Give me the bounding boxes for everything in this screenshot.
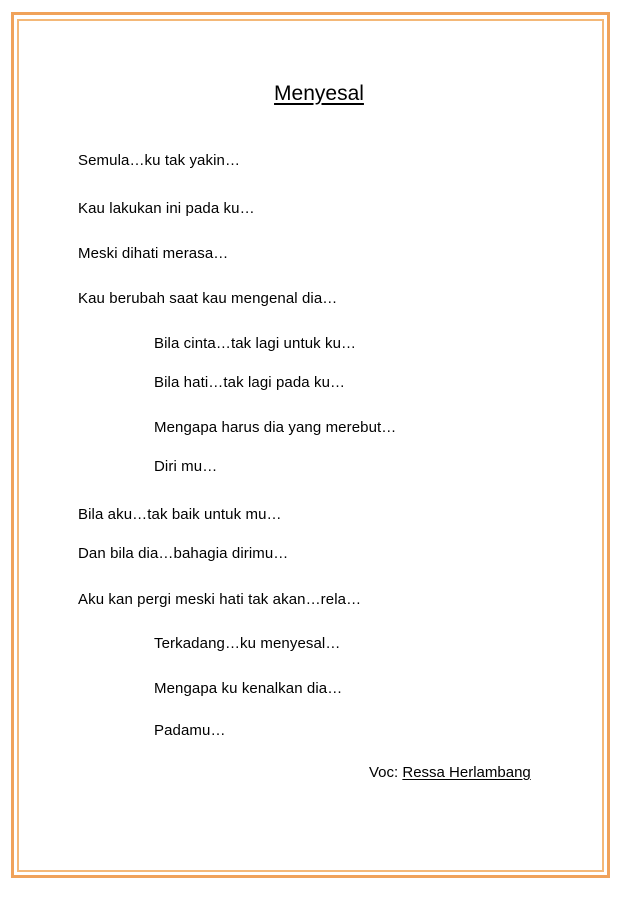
vocalist-credit	[369, 764, 531, 781]
poem-line: Kau berubah saat kau mengenal dia…	[78, 290, 338, 307]
credit-label: Voc:	[369, 764, 399, 781]
poem-line: Padamu…	[154, 722, 226, 739]
poem-line: Semula…ku tak yakin…	[78, 152, 241, 169]
poem-line: Kau lakukan ini pada ku…	[78, 200, 255, 217]
poem-line: Dan bila dia…bahagia dirimu…	[78, 545, 289, 562]
poem-line: Meski dihati merasa…	[78, 245, 229, 262]
poem-line: Terkadang…ku menyesal…	[154, 635, 341, 652]
poem-line: Bila hati…tak lagi pada ku…	[154, 374, 346, 391]
poem-line: Diri mu…	[154, 458, 218, 475]
poem-line: Bila aku…tak baik untuk mu…	[78, 506, 282, 523]
credit-author: Ressa Herlambang	[402, 764, 531, 781]
poem-line: Mengapa harus dia yang merebut…	[154, 419, 397, 436]
poem-line: Aku kan pergi meski hati tak akan…rela…	[78, 591, 362, 608]
poem-line: Bila cinta…tak lagi untuk ku…	[154, 335, 357, 352]
poem-line: Mengapa ku kenalkan dia…	[154, 680, 343, 697]
page-border-inner	[17, 19, 604, 872]
poem-title: Menyesal	[274, 82, 364, 105]
